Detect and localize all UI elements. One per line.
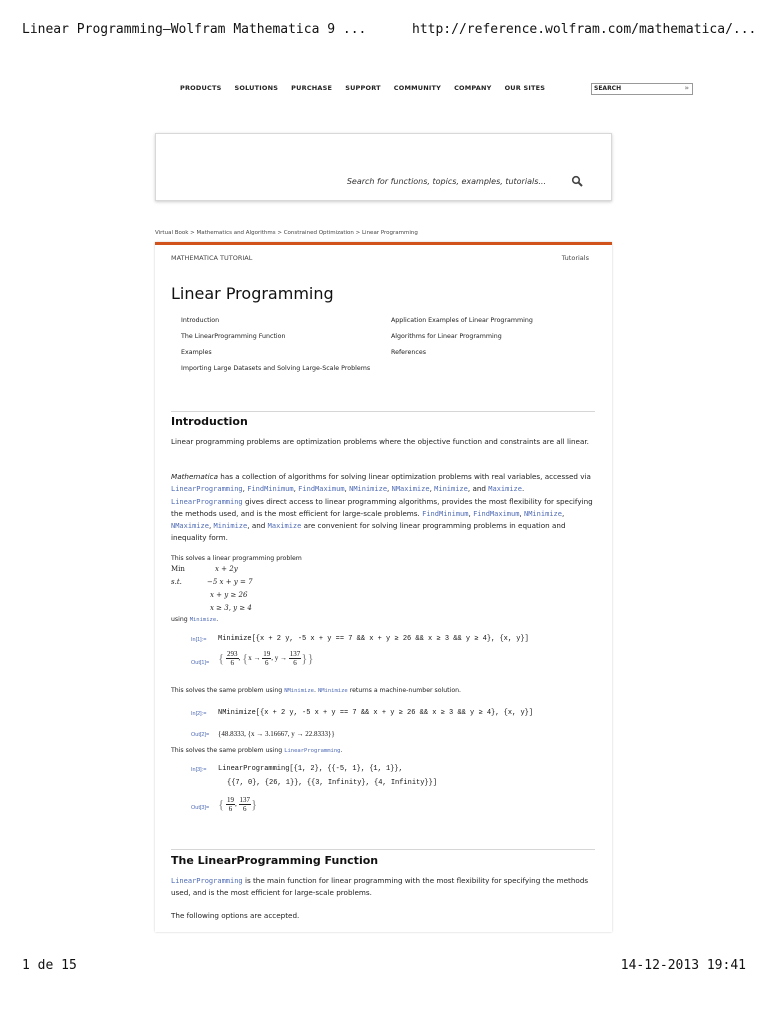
nav-item-support[interactable]: SUPPORT: [345, 84, 381, 92]
denominator: 6: [293, 659, 297, 667]
doc-search-box[interactable]: [155, 133, 612, 201]
fraction: [226, 796, 235, 813]
page-title: Linear Programming: [171, 284, 334, 303]
fn-link-nminimize[interactable]: NMinimize: [349, 485, 388, 494]
caption-using: [171, 616, 218, 623]
brace-close: }: [251, 796, 258, 812]
brace-open: {: [242, 650, 249, 666]
intro-paragraph-2: Mathematica has a collection of algorithms for solving linear optimization problems with real variables, accessed via LinearProgramming, FindMinimum, FindMaximum, NMinimize, NMaximize, Minimize, and Maximize. LinearProgramming gives direct access to linear programming algorithms, provides the most flexibility for specifying the methods used, and is the most efficient for large-scale problems. FindMinimum, FindMaximum, NMinimize, NMaximize, Minimize, and Maximize are convenient for solving linear programming problems in equation and inequality form.: [171, 472, 593, 543]
fraction: [226, 650, 239, 667]
brace-close: }}: [301, 650, 314, 666]
lp-paragraph-1: [171, 875, 593, 900]
text-run: .: [216, 616, 219, 623]
fn-link-linearprogramming[interactable]: LinearProgramming: [284, 748, 341, 754]
print-header-title: Linear Programming—Wolfram Mathematica 9 ...: [22, 22, 367, 37]
numerator: 293: [227, 650, 238, 658]
toc-item[interactable]: Introduction: [181, 317, 220, 324]
numerator: 137: [289, 650, 301, 658]
text-run: This solves the same problem using: [171, 747, 283, 754]
toc-item[interactable]: Application Examples of Linear Programming: [391, 317, 533, 324]
output-label-1: Out[1]=: [191, 660, 210, 666]
text-run: This solves the same problem using: [171, 687, 283, 694]
fn-link-nmaximize[interactable]: NMaximize: [171, 522, 209, 531]
caption-solves-3: This solves the same problem using LinearProgramming.: [171, 747, 343, 754]
brace-open: {: [218, 650, 225, 666]
output-2: {48.8333, {x → 3.16667, y → 22.8333}}: [218, 730, 335, 738]
input-code-3-line-2[interactable]: {{7, 0}, {26, 1}}, {{3, Infinity}, {4, Infinity}}]: [227, 779, 438, 787]
numerator: 137: [239, 796, 250, 804]
toc-item[interactable]: Examples: [181, 349, 212, 356]
toc-item[interactable]: References: [391, 349, 426, 356]
numerator: 19: [227, 796, 234, 804]
search-go-icon[interactable]: »: [684, 84, 689, 92]
input-label-2: In[2]:=: [191, 711, 207, 717]
nav-item-community[interactable]: COMMUNITY: [393, 84, 442, 92]
tutorial-label: MATHEMATICA TUTORIAL: [171, 254, 253, 262]
problem-constraint-1: −5 x + y = 7: [207, 578, 253, 586]
fn-link-minimize[interactable]: Minimize: [434, 485, 468, 494]
denominator: 6: [265, 659, 269, 667]
problem-min-label: Min: [171, 565, 185, 573]
toc-right: [391, 317, 581, 365]
top-nav: [180, 84, 558, 92]
caption-solves-1: This solves a linear programming problem: [171, 555, 302, 562]
text-run: and: [251, 521, 266, 531]
fraction: [239, 796, 252, 813]
print-footer-page: 1 de 15: [22, 958, 77, 973]
nav-item-company[interactable]: COMPANY: [454, 84, 492, 92]
fn-link-nmaximize[interactable]: NMaximize: [391, 485, 430, 494]
tutorial-panel: [155, 242, 612, 932]
text-run: using: [171, 616, 188, 623]
print-footer-datetime: 14-12-2013 19:41: [620, 958, 746, 973]
denominator: 6: [230, 659, 234, 667]
site-search-input[interactable]: [591, 83, 693, 95]
section-divider: [171, 411, 595, 412]
search-icon[interactable]: [571, 175, 583, 187]
tutorials-link[interactable]: Tutorials: [561, 254, 589, 262]
problem-constraint-3: x ≥ 3, y ≥ 4: [210, 604, 252, 612]
fn-link-nminimize[interactable]: NMinimize: [284, 688, 314, 694]
rule-x: x →: [248, 654, 261, 663]
output-3: { $\frac{19}{6}$ , $\frac{137}{6}$ }: [218, 796, 258, 813]
caption-solves-2: This solves the same problem using NMinimize. NMinimize returns a machine-number solution.: [171, 687, 461, 694]
fraction: [262, 650, 271, 667]
input-code-2[interactable]: NMinimize[{x + 2 y, -5 x + y == 7 && x + y ≥ 26 && x ≥ 3 && y ≥ 4}, {x, y}]: [218, 709, 534, 717]
fn-link-maximize[interactable]: Maximize: [488, 485, 522, 494]
text-run: and: [472, 484, 486, 494]
problem-objective: x + 2y: [215, 565, 238, 573]
fn-link-nminimize[interactable]: NMinimize: [317, 688, 348, 694]
doc-search-placeholder: Search for functions, topics, examples, tutorials...: [346, 177, 546, 186]
input-label-1: In[1]:=: [191, 637, 207, 643]
toc-item[interactable]: Algorithms for Linear Programming: [391, 333, 502, 340]
fn-link-maximize[interactable]: Maximize: [267, 522, 302, 531]
fn-link-linearprogramming[interactable]: LinearProgramming: [171, 485, 243, 494]
fn-link-findmaximum[interactable]: FindMaximum: [298, 485, 345, 494]
nav-item-solutions[interactable]: SOLUTIONS: [234, 84, 279, 92]
fn-link-minimize[interactable]: Minimize: [213, 522, 248, 531]
lp-paragraph-2: The following options are accepted.: [171, 911, 300, 920]
fn-link-findminimum[interactable]: FindMinimum: [247, 485, 294, 494]
brace-open: {: [218, 796, 225, 812]
text-run: returns a machine-number solution.: [349, 687, 461, 694]
toc-item[interactable]: The LinearProgramming Function: [181, 333, 286, 340]
toc-left: [181, 317, 371, 381]
nav-item-our-sites[interactable]: OUR SITES: [504, 84, 546, 92]
input-label-3: In[3]:=: [191, 767, 207, 773]
breadcrumb[interactable]: Virtual Book > Mathematics and Algorithms > Constrained Optimization > Linear Programming: [155, 230, 418, 236]
denominator: 6: [228, 805, 233, 813]
print-header-url: http://reference.wolfram.com/mathematica/...: [412, 22, 757, 37]
input-code-1[interactable]: Minimize[{x + 2 y, -5 x + y == 7 && x + y ≥ 26 && x ≥ 3 && y ≥ 4}, {x, y}]: [218, 635, 529, 643]
intro-paragraph-1: Linear programming problems are optimization problems where the objective function and constraints are all linear.: [171, 437, 589, 446]
problem-constraint-2: x + y ≥ 26: [210, 591, 248, 599]
output-label-3: Out[3]=: [191, 805, 210, 811]
section-heading-introduction: Introduction: [171, 415, 248, 428]
mathematica-word: Mathematica: [171, 472, 218, 481]
nav-item-purchase[interactable]: PURCHASE: [291, 84, 333, 92]
output-1: { $\frac{293}{6}$ , {x → $\frac{19}{6}$ , y → $\frac{137}{6}$ }}: [218, 650, 314, 667]
output-label-2: Out[2]=: [191, 732, 210, 738]
fn-link-minimize[interactable]: Minimize: [189, 617, 217, 623]
section-heading-lp-function: The LinearProgramming Function: [171, 854, 379, 867]
text-run: are convenient for solving linear programming problems in equation and inequality form.: [171, 521, 566, 543]
fn-link-findminimum[interactable]: FindMinimum: [422, 509, 469, 518]
text-run: is the main function for linear programming with the most flexibility for specifying the methods used, and is the most efficient for large-scale problems.: [171, 876, 589, 898]
fn-link-nminimize[interactable]: NMinimize: [524, 509, 562, 518]
fn-link-findmaximum[interactable]: FindMaximum: [473, 509, 520, 518]
text-run: has a collection of algorithms for solving linear optimization problems with real variables, accessed via: [217, 472, 591, 481]
nav-item-products[interactable]: PRODUCTS: [180, 84, 222, 92]
section-divider: [171, 849, 595, 850]
rule-y: y →: [274, 654, 287, 663]
problem-st-label: s.t.: [171, 578, 182, 586]
fn-link-linearprogramming[interactable]: LinearProgramming: [171, 497, 243, 506]
denominator: 6: [243, 805, 247, 813]
input-code-3-line-1[interactable]: LinearProgramming[{1, 2}, {{-5, 1}, {1, 1}},: [218, 765, 403, 773]
fn-link-linearprogramming[interactable]: LinearProgramming: [171, 877, 243, 885]
fraction: [289, 650, 302, 667]
site-search-label: SEARCH: [594, 85, 622, 92]
toc-item[interactable]: Importing Large Datasets and Solving Large-Scale Problems: [181, 365, 371, 372]
text-run: gives direct access to linear programming algorithms, provides the most flexibility for specifying the methods used, and is the most efficient for large-scale problems.: [171, 496, 593, 518]
numerator: 19: [263, 650, 271, 658]
